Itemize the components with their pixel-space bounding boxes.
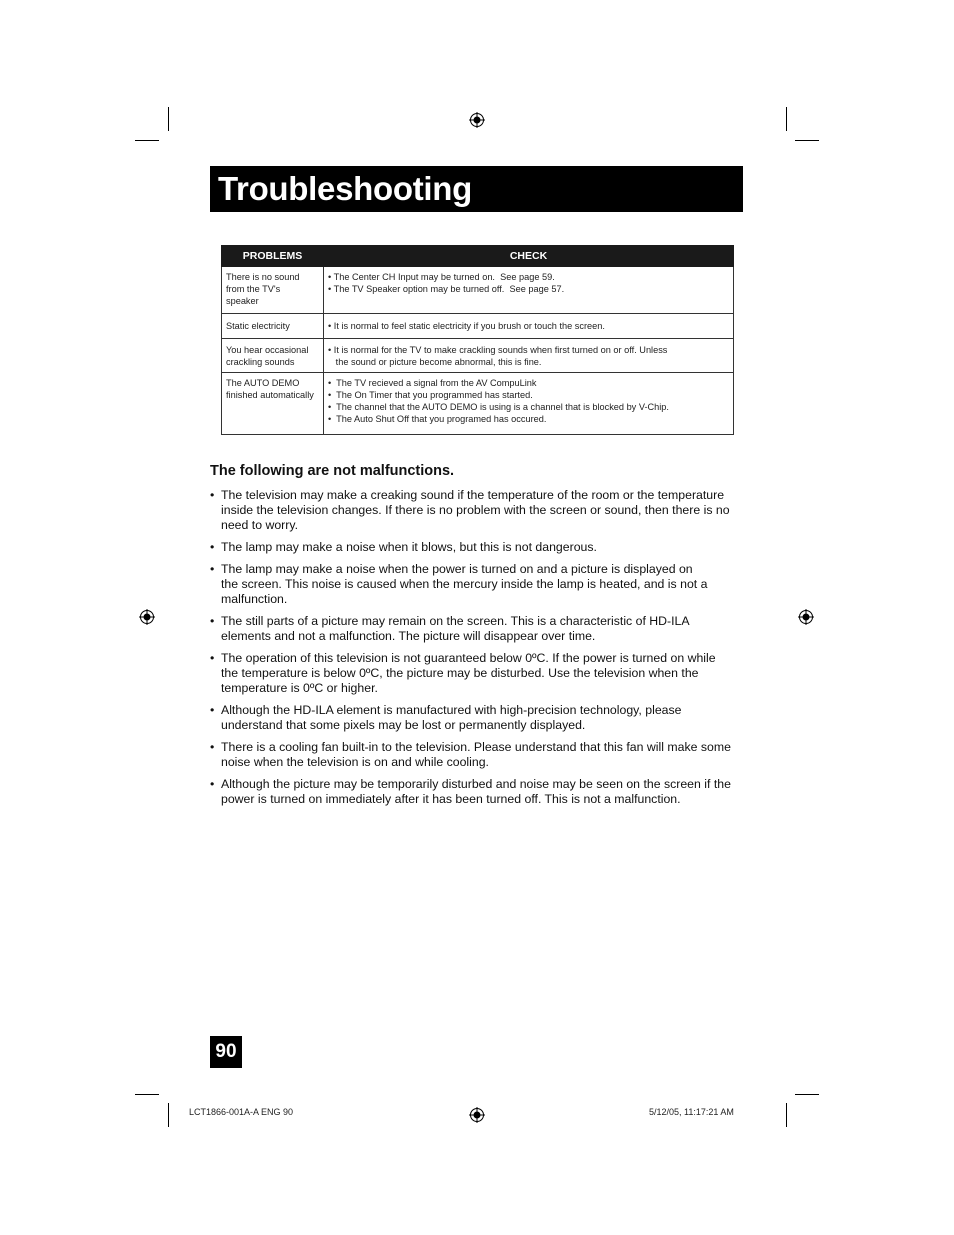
list-item: [210, 740, 745, 770]
footer-file-info: LCT1866-001A-A ENG 90: [189, 1107, 294, 1117]
list-item: [210, 562, 745, 607]
note-line: The lamp may make a noise when the power is turned on and a picture is displayed on: [221, 562, 693, 576]
check-line: • The channel that the AUTO DEMO is using is a channel that is blocked by V-Chip.: [328, 402, 669, 412]
bullet: •: [210, 614, 215, 628]
footer-timestamp: 5/12/05, 11:17:21 AM: [649, 1107, 734, 1117]
problem-line: Static electricity: [226, 321, 290, 331]
crop-mark: [786, 1103, 787, 1127]
registration-mark-icon: [469, 112, 485, 128]
problem-line: There is no sound: [226, 272, 300, 282]
problem-cell: [222, 373, 324, 435]
section-heading: The following are not malfunctions.: [210, 463, 455, 479]
registration-mark-icon: [798, 609, 814, 625]
note-line: noise when the television is on and while cooling.: [221, 755, 489, 769]
note-line: temperature is 0ºC or higher.: [221, 681, 378, 695]
list-item: [210, 777, 745, 807]
check-line: • The Auto Shut Off that you programed has occured.: [328, 414, 547, 424]
note-line: understand that some pixels may be lost or permanently displayed.: [221, 718, 586, 732]
check-line: • The TV Speaker option may be turned off. See page 57.: [328, 284, 565, 294]
bullet: •: [210, 562, 215, 576]
note-line: inside the television changes. If there is no problem with the screen or sound, then there is no: [221, 503, 730, 517]
problem-line: from the TV's: [226, 284, 281, 294]
crop-mark: [795, 140, 819, 141]
check-cell: [324, 373, 734, 435]
list-item: [210, 488, 745, 533]
bullet: •: [210, 703, 215, 717]
problem-line: You hear occasional: [226, 344, 309, 355]
table-row: [222, 373, 734, 435]
list-item: [210, 651, 745, 696]
table-row: [222, 339, 734, 373]
check-cell: [324, 339, 734, 373]
table-row: [222, 267, 734, 314]
table-row: [222, 314, 734, 339]
problem-cell: [222, 339, 324, 373]
page-title: Troubleshooting: [218, 170, 472, 207]
note-line: The operation of this television is not guaranteed below 0ºC. If the power is turned on while: [221, 651, 716, 665]
check-line: • The On Timer that you programmed has started.: [328, 390, 533, 400]
bullet: •: [210, 540, 215, 554]
crop-mark: [168, 107, 169, 131]
note-line: malfunction.: [221, 592, 288, 606]
crop-mark: [795, 1094, 819, 1095]
note-line: The television may make a creaking sound if the temperature of the room or the temperature: [221, 488, 725, 502]
note-line: the temperature is below 0ºC, the picture may be disturbed. Use the television when the: [221, 666, 699, 680]
crop-mark: [168, 1103, 169, 1127]
note-line: power is turned on immediately after it has been turned off. This is not a malfunction.: [221, 792, 681, 806]
bullet: •: [210, 740, 215, 754]
list-item: [210, 703, 745, 733]
note-line: There is a cooling fan built-in to the television. Please understand that this fan will make some: [221, 740, 731, 754]
table-header-row: [222, 246, 734, 267]
note-line: the screen. This noise is caused when the mercury inside the lamp is heated, and is not a: [221, 577, 708, 591]
bullet: •: [210, 651, 215, 665]
list-item: [210, 540, 745, 555]
column-header-check: CHECK: [324, 246, 734, 267]
check-line: • The TV recieved a signal from the AV CompuLink: [328, 378, 537, 388]
check-cell: [324, 267, 734, 314]
note-line: The still parts of a picture may remain on the screen. This is a characteristic of HD-ILA: [221, 614, 690, 628]
check-line: • The Center CH Input may be turned on. See page 59.: [328, 272, 555, 282]
crop-mark: [135, 140, 159, 141]
problem-cell: [222, 267, 324, 314]
crop-mark: [135, 1094, 159, 1095]
list-item: [210, 614, 745, 644]
bullet: •: [210, 777, 215, 791]
notes-list: [210, 488, 745, 814]
crop-mark: [786, 107, 787, 131]
check-line: • It is normal for the TV to make crackling sounds when first turned on or off. Unless: [328, 344, 668, 355]
title-bar: [210, 166, 743, 212]
problem-line: crackling sounds: [226, 356, 295, 367]
problem-line: The AUTO DEMO: [226, 378, 300, 388]
problem-line: speaker: [226, 296, 259, 306]
page-number: 90: [210, 1036, 242, 1068]
note-line: The lamp may make a noise when it blows, but this is not dangerous.: [221, 540, 597, 554]
check-line: • It is normal to feel static electricity if you brush or touch the screen.: [328, 321, 605, 331]
troubleshooting-table: [221, 245, 734, 435]
check-cell: [324, 314, 734, 339]
note-line: Although the HD-ILA element is manufactured with high-precision technology, please: [221, 703, 682, 717]
note-line: Although the picture may be temporarily disturbed and noise may be seen on the screen if the: [221, 777, 731, 791]
registration-mark-icon: [469, 1107, 485, 1123]
registration-mark-icon: [139, 609, 155, 625]
note-line: need to worry.: [221, 518, 299, 532]
problem-cell: [222, 314, 324, 339]
problem-line: finished automatically: [226, 390, 314, 400]
note-line: elements and not a malfunction. The picture will disappear over time.: [221, 629, 596, 643]
check-line: the sound or picture become abnormal, this is fine.: [328, 356, 542, 367]
bullet: •: [210, 488, 215, 502]
column-header-problems: PROBLEMS: [222, 246, 324, 267]
